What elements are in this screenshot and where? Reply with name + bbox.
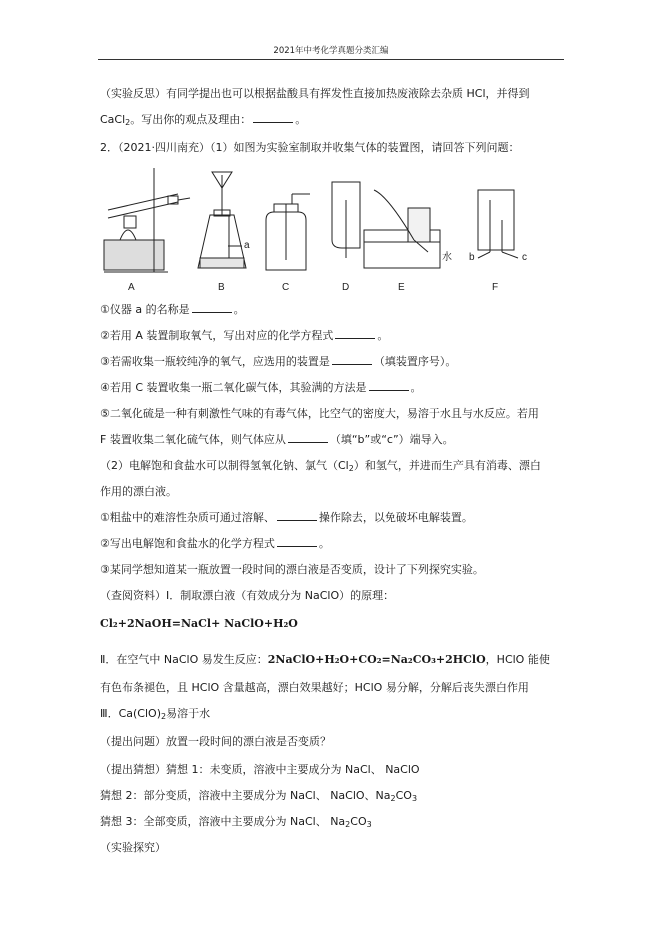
sub-question-1: ①仪器 a 的名称是 。 (100, 303, 245, 316)
guess-3: 猜想 3：全部变质，溶液中主要成分为 NaCl、 $Na_2CO_3$ (100, 815, 372, 829)
answer-blank[interactable] (332, 354, 372, 365)
answer-blank[interactable] (253, 112, 293, 123)
label-a: A (128, 282, 135, 293)
apparatus-diagram (98, 160, 538, 300)
tag-a: a (244, 240, 250, 251)
page-header: 2021年中考化学真题分类汇编 (273, 46, 389, 56)
sub-question-4: ④若用 C 装置收集一瓶二氧化碳气体，其验满的方法是 。 (100, 381, 422, 394)
reference-2: Ⅱ．在空气中 NaClO 易发生反应：2NaClO+H₂O+CO₂=Na₂CO₃+2HClO，HClO 能使 (100, 653, 550, 666)
sub-question-2: ②若用 A 装置制取氧气，写出对应的化学方程式 。 (100, 329, 389, 342)
answer-blank[interactable] (288, 432, 328, 443)
apparatus-a-block (104, 240, 164, 270)
question-2-intro: 2．（2021·四川南充）（1）如图为实验室制取并收集气体的装置图，请回答下列问题： (100, 141, 520, 154)
part-2-q3: ③某同学想知道某一瓶放置一段时间的漂白液是否变质，设计了下列探究实验。 (100, 563, 484, 576)
label-c: C (282, 282, 290, 293)
reflection-line-2: CaCl$_2$。写出你的观点及理由： 。 (100, 113, 307, 127)
question-statement: （提出问题）放置一段时间的漂白液是否变质？ (100, 735, 331, 748)
part-2-q2: ②写出电解饱和食盐水的化学方程式 。 (100, 537, 330, 550)
part-2-line-1: （2）电解饱和食盐水可以制得氢氧化钠、氯气$(Cl_2)$和氢气，并进而生产具有消毒、漂白 (100, 459, 541, 473)
part-2-q1: ①粗盐中的难溶性杂质可通过溶解、 操作除去，以免破坏电解装置。 (100, 511, 473, 524)
sub-question-5-line-1: ⑤二氧化硫是一种有刺激性气味的有毒气体，比空气的密度大，易溶于水且与水反应。若用 (100, 407, 539, 420)
tag-water: 水 (442, 252, 452, 263)
guess-1: （提出猜想）猜想 1：未变质，溶液中主要成分为 NaCl、 NaClO (100, 763, 420, 776)
answer-blank[interactable] (335, 328, 375, 339)
reflection-line-1: （实验反思）有同学提出也可以根据盐酸具有挥发性直接加热废液除去杂质 HCl，并得到 (100, 87, 530, 100)
apparatus-figure (98, 160, 538, 300)
sub-question-5-line-2: F 装置收集二氧化硫气体，则气体应从 （填“b”或“c”）端导入。 (100, 433, 454, 446)
equation-1: Cl₂+2NaOH=NaCl+ NaClO+H₂O (100, 617, 298, 630)
label-e: E (398, 282, 405, 293)
reference-title: （查阅资料）Ⅰ．制取漂白液（有效成分为 NaClO）的原理： (100, 589, 395, 602)
answer-blank[interactable] (277, 510, 317, 521)
guess-2: 猜想 2：部分变质，溶液中主要成分为 NaCl、 NaClO、$Na_2CO_3$ (100, 789, 418, 803)
label-d: D (342, 282, 350, 293)
sub-question-3: ③若需收集一瓶较纯净的氧气，应选用的装置是 （填装置序号）。 (100, 355, 457, 368)
answer-blank[interactable] (192, 302, 232, 313)
part-2-line-2: 作用的漂白液。 (100, 485, 177, 498)
answer-blank[interactable] (369, 380, 409, 391)
header-rule (98, 59, 564, 60)
answer-blank[interactable] (277, 536, 317, 547)
tag-c: c (522, 252, 527, 263)
experiment-heading: （实验探究） (100, 841, 166, 854)
label-b: B (218, 282, 225, 293)
tag-b: b (469, 252, 475, 263)
equation-2: 2NaClO+H₂O+CO₂=Na₂CO₃+2HClO (267, 653, 486, 666)
label-f: F (492, 282, 499, 293)
reference-3: Ⅲ．$Ca(ClO)_2$易溶于水 (100, 707, 211, 721)
reference-2-line-2: 有色布条褪色，且 HClO 含量越高，漂白效果越好；HClO 易分解，分解后丧失漂白作用 (100, 681, 529, 694)
